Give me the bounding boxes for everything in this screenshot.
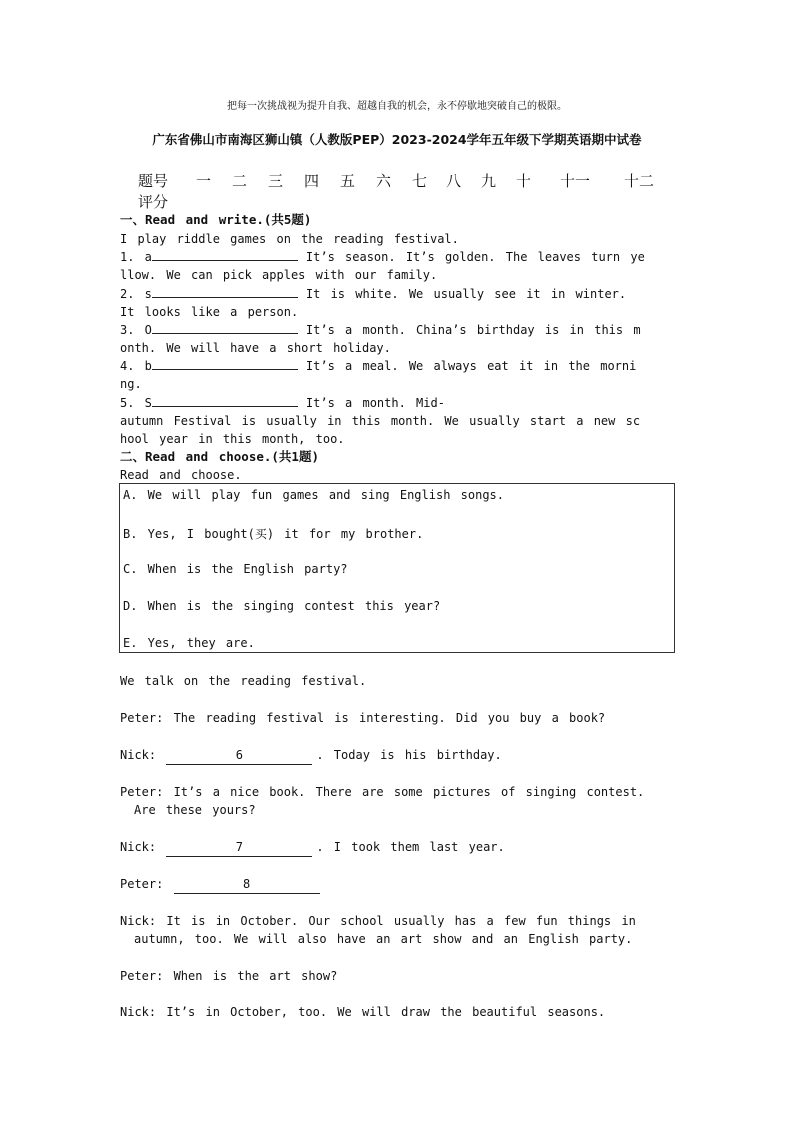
score-col-1: 一: [196, 172, 212, 190]
dialogue-intro: We talk on the reading festival.: [120, 674, 367, 688]
score-col-4: 四: [304, 172, 320, 190]
option-c: C. When is the English party?: [123, 562, 348, 576]
dialogue-peter-2-cont: Are these yours?: [134, 803, 256, 817]
dialogue-nick-2: Nick: 7 . I took them last year.: [120, 838, 505, 857]
dialogue-nick-4: Nick: It’s in October, too. We will draw the beautiful seasons.: [120, 1005, 606, 1019]
dialogue-nick-3-cont: autumn, too. We will also have an art show and an English party.: [134, 932, 633, 946]
dialogue-peter-2: Peter: It’s a nice book. There are some pictures of singing contest.: [120, 785, 645, 799]
score-col-12: 十二: [624, 172, 655, 190]
score-label: 评分: [138, 193, 169, 211]
section1-heading: 一、Read and write.(共5题): [120, 212, 312, 227]
dialogue-nick-1: Nick: 6 . Today is his birthday.: [120, 746, 502, 765]
blank-8[interactable]: 8: [174, 875, 320, 894]
q5-answer-blank[interactable]: [152, 394, 298, 407]
q2-line: 2. s It is white. We usually see it in winter.: [120, 287, 627, 301]
score-col-10: 十: [516, 172, 532, 190]
q4-line: 4. b It’s a meal. We always eat it in the morni: [120, 359, 637, 373]
options-box: [119, 483, 675, 653]
score-col-6: 六: [376, 172, 392, 190]
score-col-2: 二: [232, 172, 248, 190]
dialogue-nick-3: Nick: It is in October. Our school usually has a few fun things in: [120, 914, 636, 928]
option-b: B. Yes, I bought(买) it for my brother.: [123, 527, 424, 541]
dialogue-peter-3: Peter: 8: [120, 875, 324, 894]
q4-answer-blank[interactable]: [152, 357, 298, 370]
dialogue-peter-1: Peter: The reading festival is interesting. Did you buy a book?: [120, 711, 606, 725]
option-e: E. Yes, they are.: [123, 636, 255, 650]
question-number-label: 题号: [138, 172, 169, 190]
option-a: A. We will play fun games and sing English songs.: [123, 488, 505, 502]
q5-line-cont2: hool year in this month, too.: [120, 432, 345, 446]
score-col-7: 七: [412, 172, 428, 190]
score-col-3: 三: [268, 172, 284, 190]
score-col-5: 五: [340, 172, 356, 190]
q3-answer-blank[interactable]: [152, 321, 298, 334]
dialogue-peter-4: Peter: When is the art show?: [120, 969, 338, 983]
motto: 把每一次挑战视为提升自我、超越自我的机会，永不停歇地突破自己的极限。: [227, 101, 567, 112]
q4-line-cont: ng.: [120, 377, 142, 391]
q5-line: 5. S It’s a month. Mid-: [120, 396, 445, 410]
q5-line-cont: autumn Festival is usually in this month. We usually start a new sc: [120, 414, 641, 428]
q2-line-cont: It looks like a person.: [120, 305, 299, 319]
q1-line: 1. a It’s season. It’s golden. The leaves turn ye: [120, 250, 645, 264]
exam-title: 广东省佛山市南海区狮山镇（人教版PEP）2023-2024学年五年级下学期英语期中试卷: [152, 132, 642, 147]
score-col-11: 十一: [560, 172, 591, 190]
q2-answer-blank[interactable]: [152, 285, 298, 298]
q1-answer-blank[interactable]: [152, 248, 298, 261]
blank-6[interactable]: 6: [166, 746, 312, 765]
section2-intro: Read and choose.: [120, 468, 242, 482]
option-d: D. When is the singing contest this year?: [123, 599, 441, 613]
score-col-9: 九: [481, 172, 497, 190]
q3-line: 3. O It’s a month. China’s birthday is in this m: [120, 323, 641, 337]
score-col-8: 八: [446, 172, 462, 190]
blank-7[interactable]: 7: [166, 838, 312, 857]
section2-heading: 二、Read and choose.(共1题): [120, 449, 319, 464]
section1-intro: I play riddle games on the reading festival.: [120, 232, 459, 246]
q3-line-cont: onth. We will have a short holiday.: [120, 341, 391, 355]
q1-line-cont: llow. We can pick apples with our family.: [120, 268, 438, 282]
